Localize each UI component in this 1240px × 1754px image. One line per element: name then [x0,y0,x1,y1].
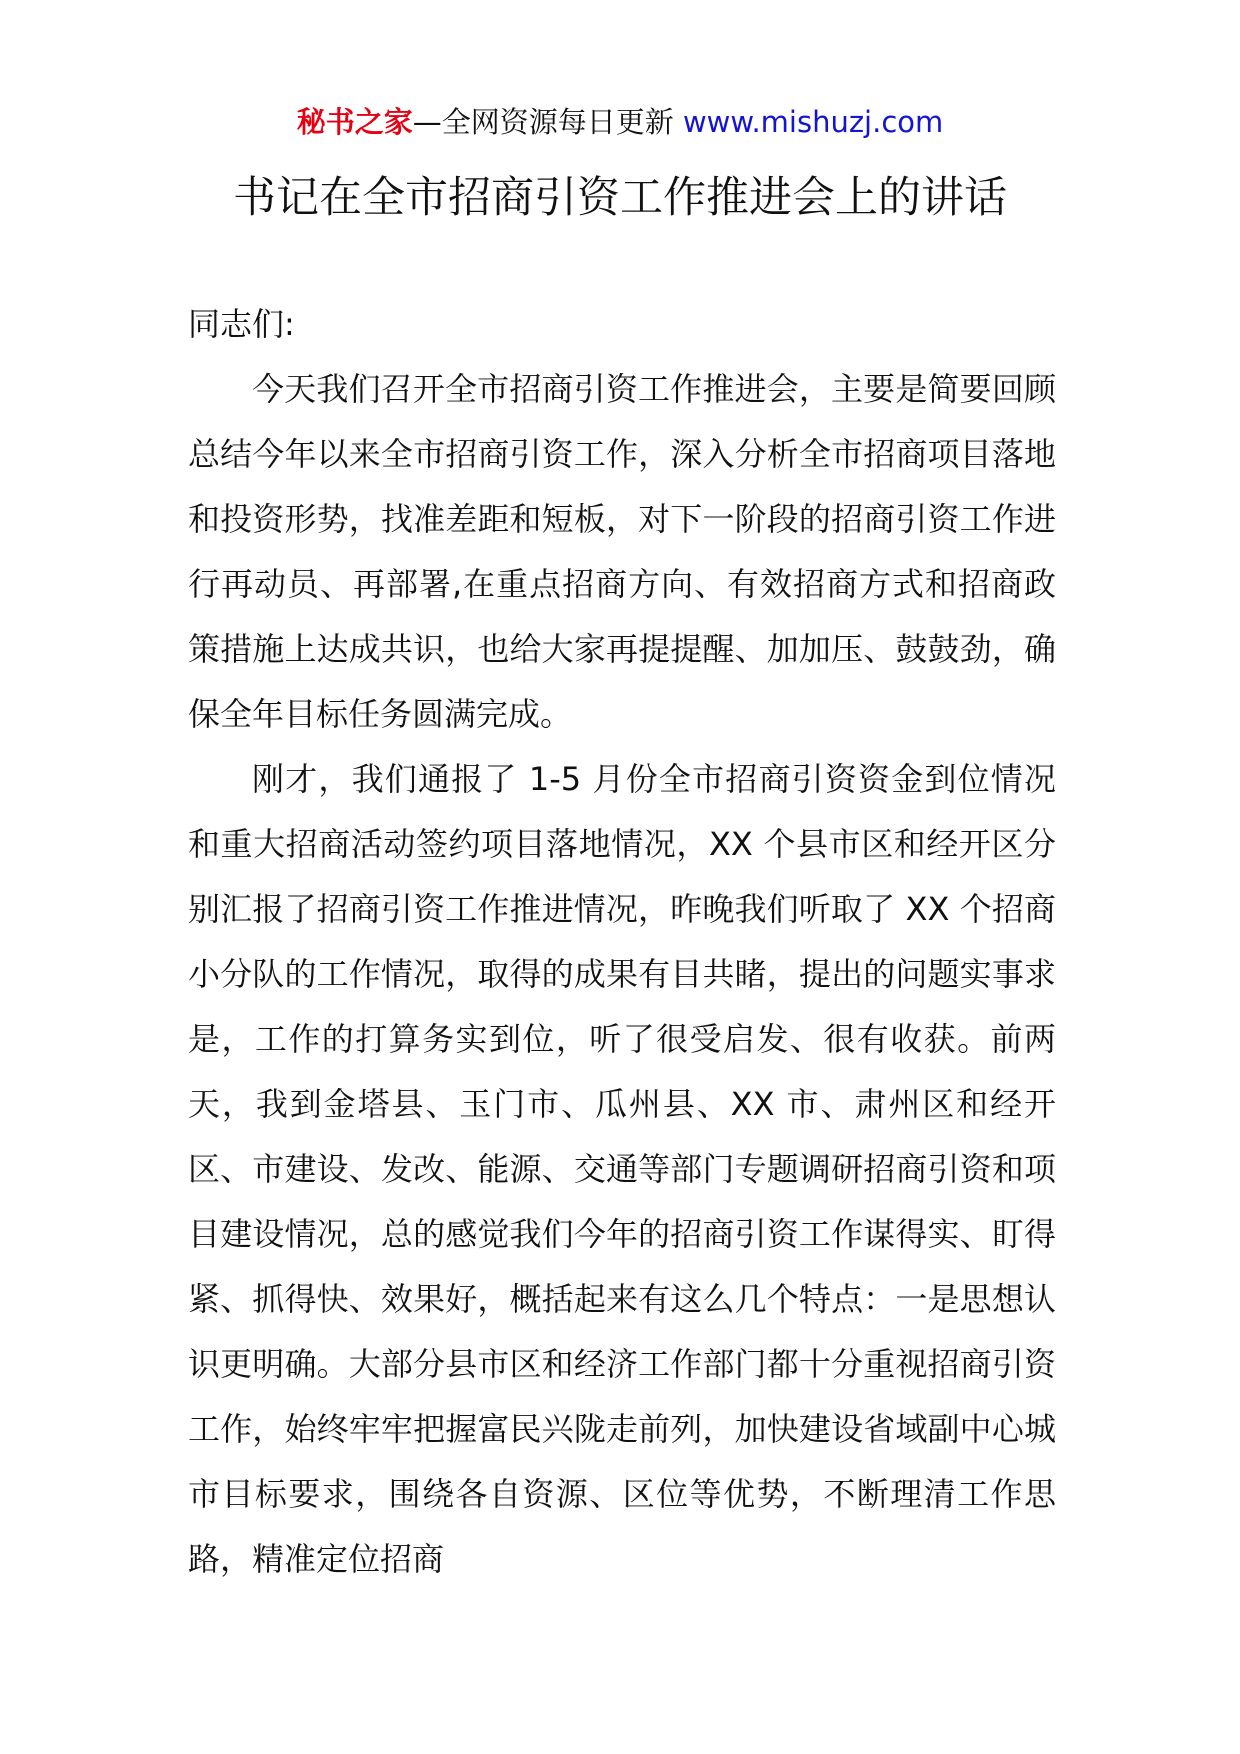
paragraph: 刚才，我们通报了 1-5 月份全市招商引资资金到位情况和重大招商活动签约项目落地情况，XX 个县市区和经开区分别汇报了招商引资工作推进情况，昨晚我们听取了 XX 个招商小分队的工作情况，取得的成果有目共睹，提出的问题实事求是，工作的打算务实到位，听了很受启发、很有收获。前两天，我到金塔县、玉门市、瓜州县、XX 市、肃州区和经开区、市建设、发改、能源、交通等部门专题调研招商引资和项目建设情况，总的感觉我们今年的招商引资工作谋得实、盯得紧、抓得快、效果好，概括起来有这么几个特点：一是思想认识更明确。大部分县市区和经济工作部门都十分重视招商引资工作，始终牢牢把握富民兴陇走前列，加快建设省域副中心城市目标要求，围绕各自资源、区位等优势，不断理清工作思路，精准定位招商 [188,760,1056,1578]
header-tagline: —全网资源每日更新 [412,105,674,139]
header-banner [0,102,1240,142]
salutation: 同志们: [188,305,295,343]
document-body [188,292,1056,1592]
document-title: 书记在全市招商引资工作推进会上的讲话 [233,173,1007,223]
brand-name: 秘书之家 [296,105,413,139]
paragraph: 今天我们召开全市招商引资工作推进会，主要是简要回顾总结今年以来全市招商引资工作，深入分析全市招商项目落地和投资形势，找准差距和短板，对下一阶段的招商引资工作进行再动员、再部署,在重点招商方向、有效招商方式和招商政策措施上达成共识，也给大家再提提醒、加加压、鼓鼓劲，确保全年目标任务圆满完成。 [188,370,1056,733]
site-url-link[interactable]: www.mishuzj.com [682,105,944,139]
